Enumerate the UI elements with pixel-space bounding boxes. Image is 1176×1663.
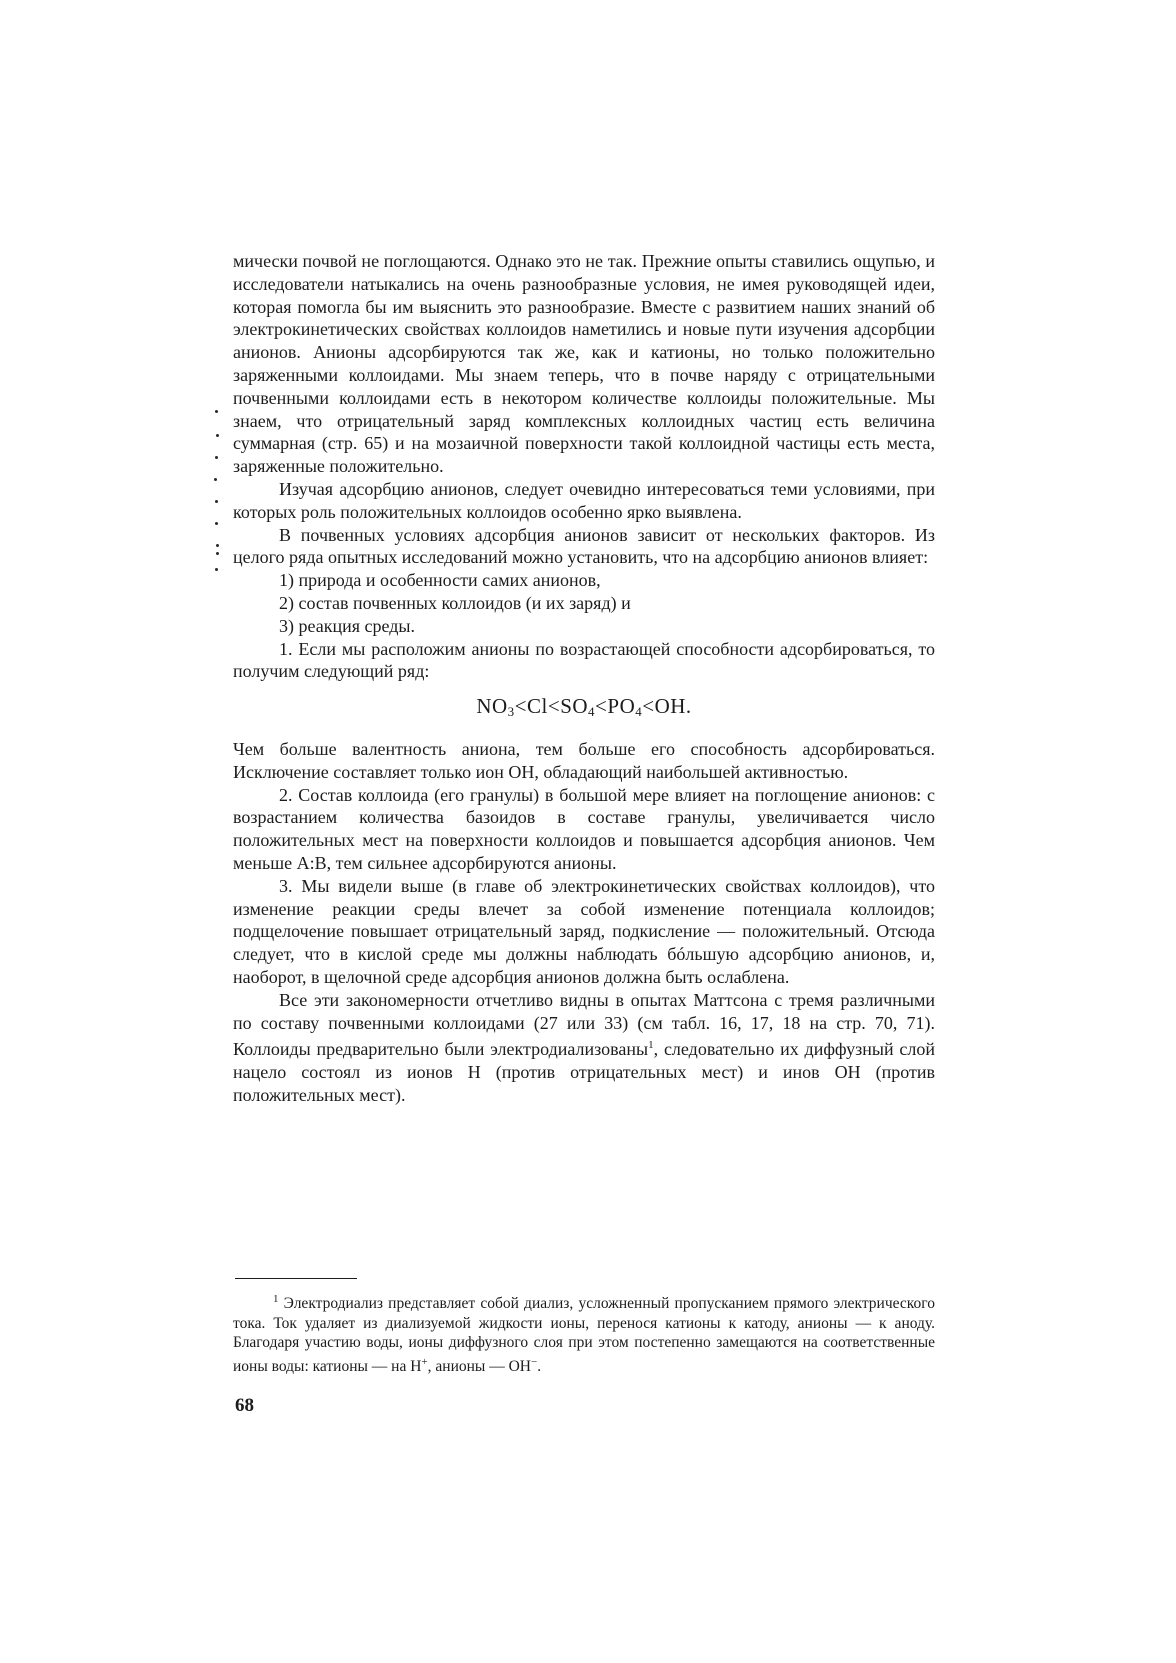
formula-no3: NO [476, 694, 508, 719]
formula-po4: PO [607, 694, 636, 719]
main-text [233, 250, 935, 1107]
formula-lt-2: < [547, 694, 561, 719]
footnote-text [233, 1290, 935, 1376]
paragraph-2: Изучая адсорбцию анионов, следует очевидно интересоваться теми условиями, при которых роль положительных коллоидов особенно ярко выявлена. [233, 478, 935, 522]
footnote-ref-mark: 1 [648, 1039, 654, 1052]
formula-oh: OH. [654, 694, 692, 719]
footnote-h-sup: + [421, 1355, 428, 1368]
paragraph-8-text-end: , следовательно их диффузный слой нацело состоял из ионов H (против отрицательных мест) и инов OH (против положительных мест). [233, 1039, 935, 1105]
margin-dot [214, 478, 217, 481]
footnote-oh-sup: − [530, 1355, 538, 1368]
list-item-2: 2) состав почвенных коллоидов (и их заряд) и [279, 592, 631, 613]
formula-cl: Cl [527, 694, 548, 719]
formula-lt-1: < [514, 694, 527, 719]
paragraph-3: В почвенных условиях адсорбция анионов зависит от нескольких факторов. Из целого ряда опытных исследований можно установить, что на адсорбцию анионов влияет: [233, 524, 935, 568]
paragraph-4: 1. Если мы расположим анионы по возрастающей способности адсорбироваться, то получим следующий ряд: [233, 638, 935, 682]
formula-lt-3: < [595, 694, 608, 719]
formula-po4-sub: 4 [635, 704, 643, 720]
list-item-1: 1) природа и особенности самих анионов, [279, 570, 601, 591]
footnote-body-mid: , анионы — OH [427, 1357, 531, 1375]
paragraph-6: 2. Состав коллоида (его гранулы) в большой мере влияет на поглощение анионов: с возрастанием количества базоидов в составе гранулы, увеличивается число положительных мест на поверхности коллоидов и повышается адсорбция анионов. Чем меньше A:B, тем сильнее адсорбируются анионы. [233, 784, 935, 873]
margin-dot [215, 410, 218, 413]
footnote-body: Электродиализ представляет собой диализ, усложненный пропусканием прямого электрического тока. Ток удаляет из диализуемой жидкости ионы, перенося катионы к катоду, анионы — к аноду. Благодаря участию воды, ионы диффузного слоя при этом постепенно замещаются на соответственные ионы воды: катионы — на H [233, 1295, 935, 1375]
paragraph-7: 3. Мы видели выше (в главе об электрокинетических свойствах коллоидов), что изменение реакции среды влечет за собой изменение потенциала коллоидов; подщелочение повышает отрицательный заряд, подкисление — положительный. Отсюда следует, что в кислой среде мы должны наблюдать бóльшую адсорбцию анионов, и, наоборот, в щелочной среде адсорбция анионов должна быть ослаблена. [233, 875, 935, 987]
paragraph-8 [233, 989, 935, 1107]
formula-so4: SO [560, 694, 589, 719]
margin-dot [216, 434, 219, 437]
margin-dot [215, 522, 218, 525]
formula-no3-sub: 3 [507, 704, 515, 720]
footnote-body-end: . [537, 1357, 542, 1375]
list-item-3: 3) реакция среды. [279, 615, 415, 636]
footnote-mark: 1 [273, 1293, 279, 1305]
paragraph-1: мически почвой не поглощаются. Однако это не так. Прежние опыты ставились ощупью, и исследователи натыкались на очень разнообразные условия, не имея руководящей идеи, которая помогла бы им выяснить это разнообразие. Вместе с развитием наших знаний об электрокинетических свойствах коллоидов наметились и новые пути изучения адсорбции анионов. Анионы адсорбируются так же, как и катионы, но только положительно заряженными коллоидами. Мы знаем теперь, что в почве наряду с отрицательными почвенными коллоидами есть в некотором количестве коллоиды положительные. Мы знаем, что отрицательный заряд комплексных коллоидных частиц есть величина суммарная (стр. 65) и на мозаичной поверхности такой коллоидной частицы есть места, заряженные положительно. [233, 251, 935, 477]
page-number: 68 [235, 1395, 254, 1416]
margin-dot [215, 568, 218, 571]
margin-dot [215, 500, 218, 503]
footnote-divider [235, 1278, 357, 1279]
margin-dot [216, 552, 219, 555]
anion-series-formula [233, 695, 935, 724]
margin-dot [216, 544, 219, 547]
formula-so4-sub: 4 [588, 704, 596, 720]
formula-lt-4: < [642, 694, 655, 719]
footnote [233, 1290, 935, 1376]
margin-dot [215, 456, 218, 459]
paragraph-8-text: Все эти закономерности отчетливо видны в опытах Маттсона с тремя различными по составу почвенными коллоидами (27 или 33) (см табл. 16, 17, 18 на стр. 70, 71). Коллоиды предварительно были электродиализованы [233, 989, 935, 1060]
paragraph-5: Чем больше валентность аниона, тем больше его способность адсорбироваться. Исключение составляет только ион OH, обладающий наибольшей активностью. [233, 738, 935, 782]
